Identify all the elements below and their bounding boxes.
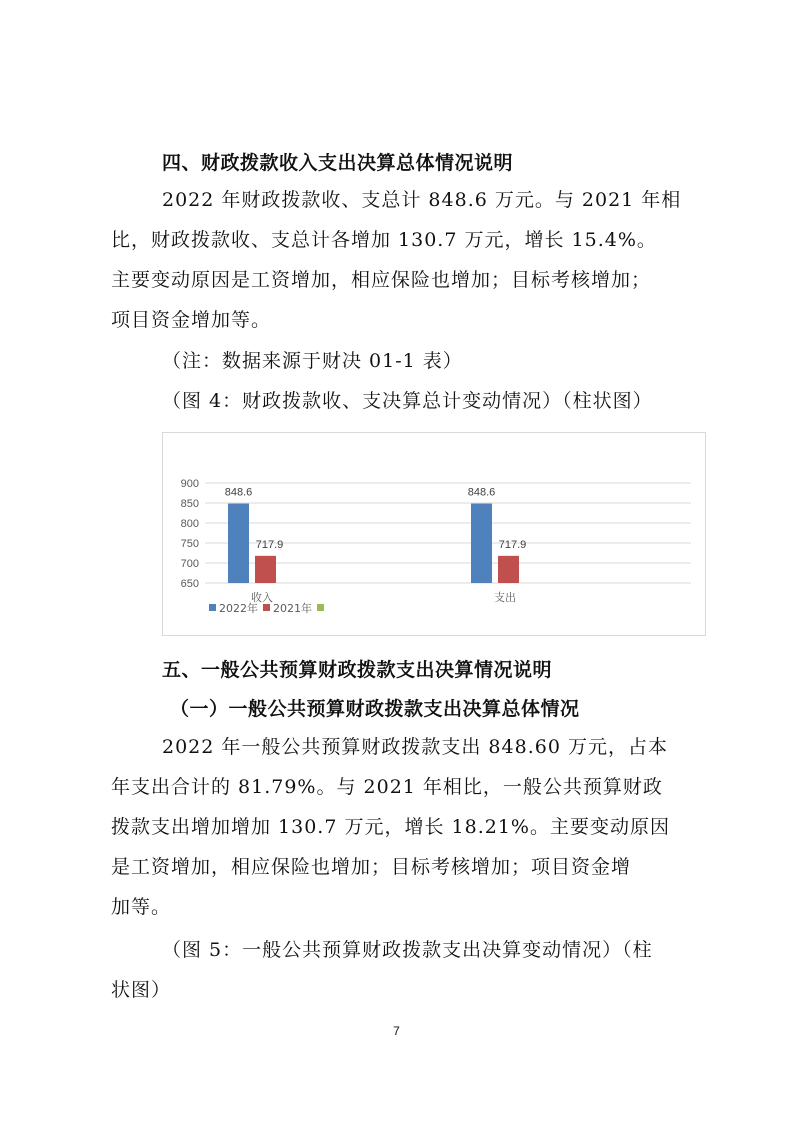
figure-5-caption-line-2: 状图）	[111, 979, 172, 1001]
sec4-para-line-1: 2022 年财政拨款收、支总计 848.6 万元。与 2021 年相	[162, 189, 682, 211]
data-label: 848.6	[467, 486, 496, 499]
data-source-note: （注：数据来源于财决 01-1 表）	[162, 350, 463, 372]
data-label: 717.9	[255, 538, 284, 551]
sec5-para-line-3: 拨款支出增加增加 130.7 万元，增长 18.21%。主要变动原因	[111, 816, 670, 838]
y-tick-label: 750	[180, 538, 199, 550]
sec5-para-line-2: 年支出合计的 81.79%。与 2021 年相比，一般公共预算财政	[111, 776, 663, 798]
y-tick-label: 850	[180, 498, 199, 510]
y-tick-label: 800	[180, 518, 199, 530]
section-5-1-subheading: （一）一般公共预算财政拨款支出决算总体情况	[170, 698, 580, 720]
bar-chart-figure-4	[162, 432, 706, 636]
legend-label: 2022年	[219, 602, 258, 615]
data-label: 848.6	[224, 486, 253, 499]
y-tick-label: 900	[180, 478, 199, 490]
figure-5-caption-line-1: （图 5：一般公共预算财政拨款支出决算变动情况）（柱	[162, 939, 653, 961]
figure-4-caption: （图 4：财政拨款收、支决算总计变动情况）（柱状图）	[162, 390, 653, 412]
y-tick-label: 700	[180, 558, 199, 570]
bar	[471, 504, 492, 583]
sec4-para-line-4: 项目资金增加等。	[111, 309, 272, 331]
bar	[255, 556, 276, 583]
x-tick-label: 支出	[494, 591, 516, 604]
legend-swatch	[317, 604, 324, 611]
page-number: 7	[393, 1024, 400, 1038]
sec5-para-line-1: 2022 年一般公共预算财政拨款支出 848.60 万元，占本	[162, 736, 668, 758]
sec4-para-line-3: 主要变动原因是工资增加，相应保险也增加；目标考核增加；	[111, 269, 652, 291]
sec5-para-line-4: 是工资增加，相应保险也增加；目标考核增加；项目资金增	[111, 856, 632, 878]
bar	[228, 504, 249, 583]
sec5-para-line-5: 加等。	[111, 896, 172, 918]
section-5-heading: 五、一般公共预算财政拨款支出决算情况说明	[162, 659, 553, 681]
legend-label: 2021年	[273, 602, 312, 615]
legend-swatch	[263, 604, 270, 611]
bar	[498, 556, 519, 583]
bar-chart-svg	[163, 433, 705, 635]
legend-swatch	[209, 604, 216, 611]
y-tick-label: 650	[180, 578, 199, 590]
data-label: 717.9	[498, 538, 527, 551]
sec4-para-line-2: 比，财政拨款收、支总计各增加 130.7 万元，增长 15.4%。	[111, 229, 657, 251]
section-4-heading: 四、财政拨款收入支出决算总体情况说明	[162, 152, 514, 174]
x-tick-label: 收入	[251, 591, 273, 604]
